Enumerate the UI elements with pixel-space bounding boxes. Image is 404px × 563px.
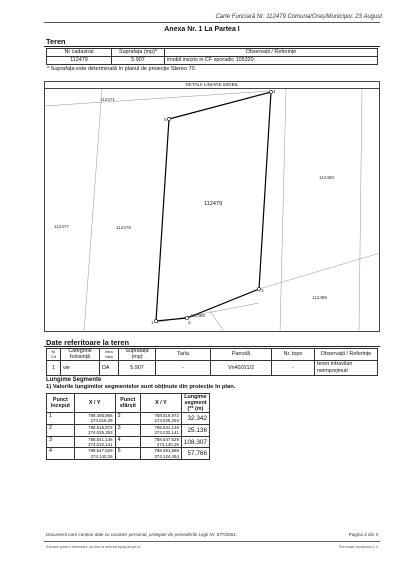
coord-y: 274.124,454: [154, 453, 179, 459]
segments-table-header: [47, 394, 210, 413]
col-punct-sfarsit: Punct sfârșit: [115, 394, 140, 413]
coord-x: 788.547,529: [88, 448, 113, 454]
cell-length: 57.766: [181, 448, 209, 460]
vertex-label-4: 4: [273, 89, 276, 94]
neighbor-label: 112489: [312, 295, 327, 300]
coord-y: 274.140,26: [156, 442, 179, 448]
col-categorie: Categorie folosință: [61, 349, 100, 361]
coord-x: 788.541,146: [154, 424, 179, 430]
cell-end: 4: [115, 436, 140, 448]
cell-start: 4: [47, 448, 75, 460]
coord-y: 274.025,253: [88, 430, 113, 436]
cell-start-xy: [74, 424, 115, 436]
coord-y: 274.025,253: [154, 418, 179, 424]
confidentiality-note: Document care conține date cu caracter personal, protejate de prevederile Legii Nr. 677/2001.: [46, 532, 238, 537]
col-punct-inceput: Punct început: [47, 394, 75, 413]
cell-start: 1: [47, 413, 75, 425]
table-row: [47, 57, 378, 65]
col-suprafata: Suprafața (mp)*: [112, 49, 165, 57]
vertex-marker: [167, 117, 170, 120]
col-suprafata-ref: Suprafața (mp): [119, 349, 156, 361]
parcel-map: [44, 81, 380, 332]
parcel-label: 112479: [204, 201, 223, 207]
col-observatii: Observații / Referințe: [165, 49, 378, 57]
neighbor-label: 112471: [100, 97, 115, 102]
vertex-label-5: 5: [164, 117, 167, 122]
col-nr-crt: Nr Crt: [47, 349, 61, 361]
boundary-line: [44, 91, 270, 106]
cell-start-xy: [74, 413, 115, 425]
form-version: Formular versiunea 1.1: [338, 545, 378, 549]
cell-observatii: imobil inscris in CF sporadic 105320;: [165, 57, 378, 65]
referitoare-table-header: [47, 349, 378, 361]
table-row: [47, 448, 210, 460]
cell-end-xy: [141, 448, 182, 460]
referitoare-rule: [44, 346, 380, 347]
cell-end: 3: [115, 424, 140, 436]
teren-section-title: Teren: [46, 37, 66, 46]
neighbor-boundaries: [44, 89, 380, 332]
referitoare-table: [46, 348, 378, 376]
table-row: [47, 413, 210, 425]
neighbor-label: 112480: [319, 175, 334, 180]
table-row: [47, 436, 210, 448]
coord-y: 274.140,26: [90, 453, 113, 459]
cell-length: 25.136: [181, 424, 209, 436]
neighbor-label: 112477: [54, 224, 69, 229]
cell-start-xy: [74, 436, 115, 448]
neighbor-label: 112488: [190, 313, 205, 318]
cell-end-xy: [141, 436, 182, 448]
cell-start: 3: [47, 436, 75, 448]
vertex-marker: [154, 319, 157, 322]
cell-end-xy: [141, 413, 182, 425]
col-observatii-ref: Observații / Referințe: [315, 349, 378, 361]
cell-start: 2: [47, 424, 75, 436]
header-rule: [44, 22, 380, 23]
col-lungime: Lungime segment (** (m): [181, 394, 209, 413]
cell-nr-topo: -: [272, 361, 315, 376]
table-row: [47, 361, 378, 376]
vertex-label-1: 1: [151, 320, 154, 325]
annex-title: Anexa Nr. 1 La Partea I: [164, 26, 240, 33]
page-number: Pagina 2 din 3: [348, 532, 378, 537]
col-nr-topo: Nr. topo: [272, 349, 315, 361]
extract-note: Extrase pentru informare on-line la adresa epay.ancpi.ro: [46, 545, 141, 549]
cell-categorie: vie: [61, 361, 100, 376]
coord-y: 274.032,141: [88, 442, 113, 448]
vertex-label-2: 2: [188, 320, 191, 325]
segments-table: [46, 393, 210, 460]
boundary-line: [209, 309, 224, 332]
col-xy-end: X / Y: [141, 394, 182, 413]
boundary-line: [84, 89, 102, 332]
boundary-line: [259, 253, 380, 289]
table-row: [47, 424, 210, 436]
cf-header-line: Carte Funciară Nr. 112479 Comuna/Oraș/Municipiu: 23 August: [215, 14, 382, 20]
boundary-line: [359, 89, 362, 332]
teren-footnote: * Suprafața este determinată în planul de proiecție Stereo 70.: [47, 66, 197, 72]
cell-end-xy: [141, 424, 182, 436]
coord-y: 274.016,39: [90, 418, 113, 424]
neighbor-label: 112478: [116, 225, 131, 230]
cell-intravilan: DA: [100, 361, 119, 376]
coord-x: 788.541,146: [88, 436, 113, 442]
coord-x: 788.516,972: [88, 424, 113, 430]
cell-start-xy: [74, 448, 115, 460]
map-header: DETALII LINIARE IMOBIL: [44, 81, 380, 89]
coord-x: 788.485,866: [88, 413, 113, 418]
teren-table: [46, 48, 378, 65]
cell-parcela: Vn40/2/1/2: [211, 361, 272, 376]
teren-table-header: [47, 49, 378, 57]
footer-rule: [44, 541, 380, 542]
cell-nr-crt: 1: [47, 361, 61, 376]
coord-x: 788.547,529: [154, 436, 179, 442]
col-tarla: Tarla: [156, 349, 211, 361]
col-intravilan: Intra vilan: [100, 349, 119, 361]
cell-length: 108.307: [181, 436, 209, 448]
col-nr-cadastral: Nr cadastral: [47, 49, 112, 57]
col-xy-start: X / Y: [74, 394, 115, 413]
cell-suprafata-ref: 5.907: [119, 361, 156, 376]
teren-rule: [44, 46, 380, 47]
coord-x: 788.491,968: [154, 448, 179, 454]
cell-nr-cadastral: 112479: [47, 57, 112, 65]
cell-suprafata: 5.907: [112, 57, 165, 65]
cell-end: 5: [115, 448, 140, 460]
cell-length: 32.342: [181, 413, 209, 425]
referitoare-section-title: Date referitoare la teren: [46, 338, 129, 347]
segments-subtitle: 1) Valorile lungimilor segmentelor sunt obținute din proiecție în plan.: [46, 384, 236, 390]
segments-title: Lungime Segmente: [46, 377, 102, 383]
col-parcela: Parcelă: [211, 349, 272, 361]
vertex-label-3: 3: [261, 288, 264, 293]
coord-x: 788.516,972: [154, 413, 179, 418]
boundary-line: [280, 89, 286, 332]
cell-observatii-ref: teren intravilan neimprejmuit: [315, 361, 378, 376]
cell-end: 2: [115, 413, 140, 425]
coord-y: 274.032,141: [154, 430, 179, 436]
cell-tarla: -: [156, 361, 211, 376]
